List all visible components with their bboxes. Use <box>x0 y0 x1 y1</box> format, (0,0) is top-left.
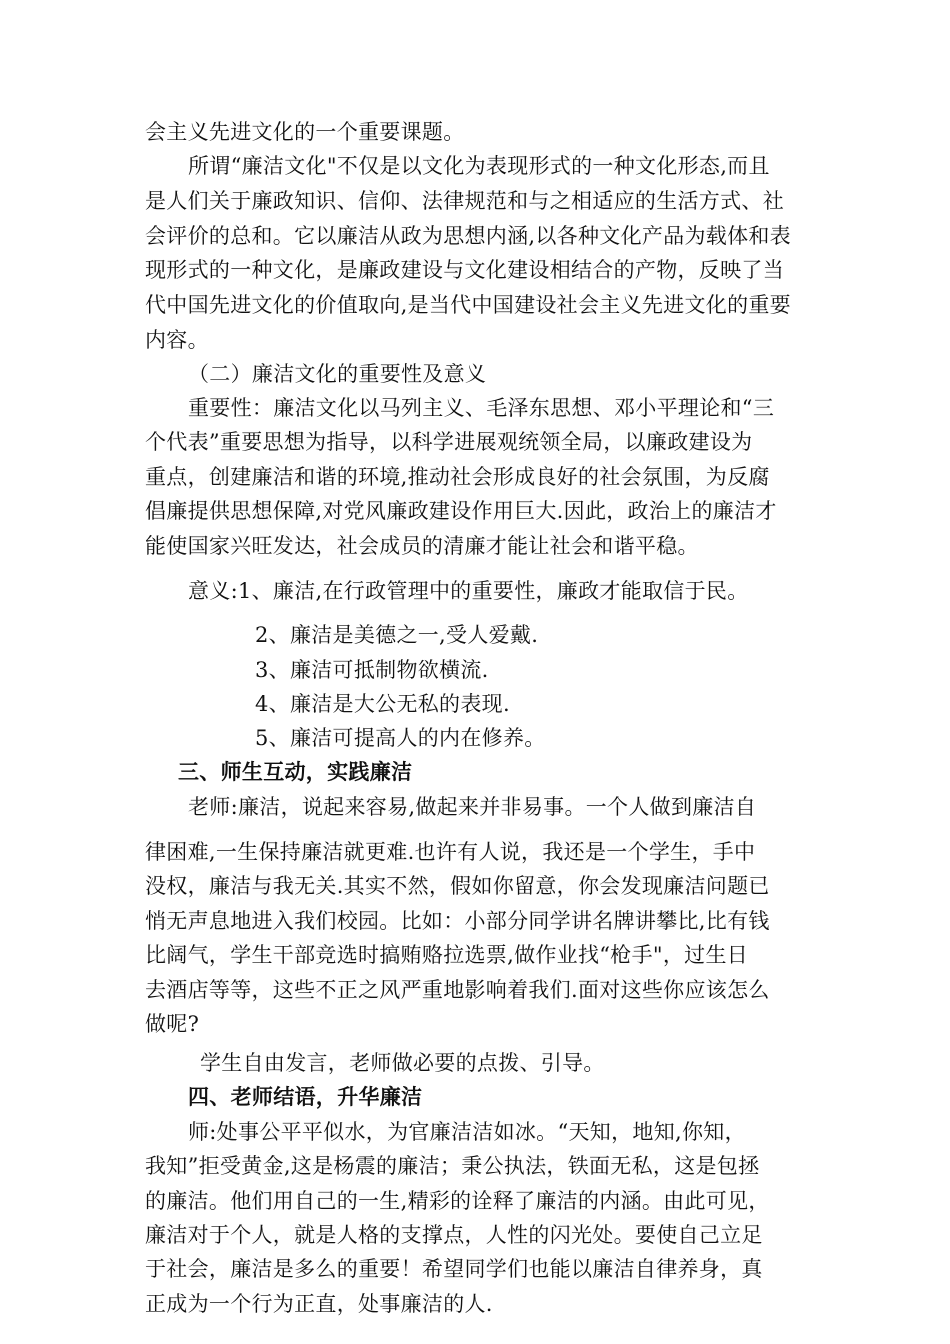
list-item: 4、廉洁是大公无私的表现. <box>255 692 510 716</box>
paragraph-line: 做呢? <box>145 1012 200 1036</box>
paragraph-line: 于社会，廉洁是多么的重要！希望同学们也能以廉洁自律养身，真 <box>145 1257 763 1281</box>
list-item: 2、廉洁是美德之一,受人爱戴. <box>255 623 539 647</box>
paragraph-line: 重要性：廉洁文化以马列主义、毛泽东思想、邓小平理论和“三 <box>188 396 775 420</box>
paragraph-line: 所谓“廉洁文化"不仅是以文化为表现形式的一种文化形态,而且 <box>188 154 770 178</box>
list-item: 5、廉洁可提高人的内在修养。 <box>255 726 546 750</box>
paragraph-line: 能使国家兴旺发达，社会成员的清廉才能让社会和谐平稳。 <box>145 534 699 558</box>
paragraph-line: 正成为一个行为正直，处事廉洁的人. <box>145 1292 493 1316</box>
paragraph-line: 比阔气，学生干部竞选时搞贿赂拉选票,做作业找“枪手"，过生日 <box>145 943 749 967</box>
paragraph-line: 老师:廉洁，说起来容易,做起来并非易事。一个人做到廉洁自 <box>188 795 757 819</box>
paragraph-line: 去酒店等等，这些不正之风严重地影响着我们.面对这些你应该怎么 <box>145 978 770 1002</box>
section-subheading: （二）廉洁文化的重要性及意义 <box>188 362 487 386</box>
paragraph-line: 重点，创建廉洁和谐的环境,推动社会形成良好的社会氛围，为反腐 <box>145 465 770 489</box>
paragraph-line: 会评价的总和。它以廉洁从政为思想内涵,以各种文化产品为载体和表 <box>145 224 791 248</box>
paragraph-line: 是人们关于廉政知识、信仰、法律规范和与之相适应的生活方式、社 <box>145 189 784 213</box>
paragraph-line: 代中国先进文化的价值取向,是当代中国建设社会主义先进文化的重要 <box>145 293 791 317</box>
section-heading: 四、老师结语，升华廉洁 <box>188 1085 423 1109</box>
paragraph-line: 内容。 <box>145 328 209 352</box>
section-heading: 三、师生互动，实践廉洁 <box>178 760 413 784</box>
list-item: 3、廉洁可抵制物欲横流. <box>255 658 489 682</box>
paragraph-line: 意义:1、廉洁,在行政管理中的重要性，廉政才能取信于民。 <box>188 579 749 603</box>
paragraph-line: 律困难,一生保持廉洁就更难.也许有人说，我还是一个学生，手中 <box>145 840 756 864</box>
paragraph-line: 学生自由发言，老师做必要的点拨、引导。 <box>200 1051 605 1075</box>
paragraph-line: 悄无声息地进入我们校园。比如：小部分同学讲名牌讲攀比,比有钱 <box>145 909 770 933</box>
paragraph-line: 师:处事公平平似水，为官廉洁洁如冰。“天知，地知,你知， <box>188 1120 746 1144</box>
paragraph-line: 倡廉提供思想保障,对党风廉政建设作用巨大.因此，政治上的廉洁才 <box>145 499 777 523</box>
paragraph-line: 现形式的一种文化，是廉政建设与文化建设相结合的产物，反映了当 <box>145 258 784 282</box>
paragraph-line: 廉洁对于个人，就是人格的支撑点，人性的闪光处。要使自己立足 <box>145 1223 763 1247</box>
paragraph-line: 我知”拒受黄金,这是杨震的廉洁；秉公执法，铁面无私，这是包拯 <box>145 1154 760 1178</box>
paragraph-line: 没权，廉洁与我无关.其实不然，假如你留意，你会发现廉洁问题已 <box>145 874 770 898</box>
paragraph-line: 会主义先进文化的一个重要课题。 <box>145 120 465 144</box>
paragraph-line: 个代表”重要思想为指导，以科学进展观统领全局，以廉政建设为 <box>145 430 753 454</box>
paragraph-line: 的廉洁。他们用自己的一生,精彩的诠释了廉洁的内涵。由此可见， <box>145 1189 770 1213</box>
